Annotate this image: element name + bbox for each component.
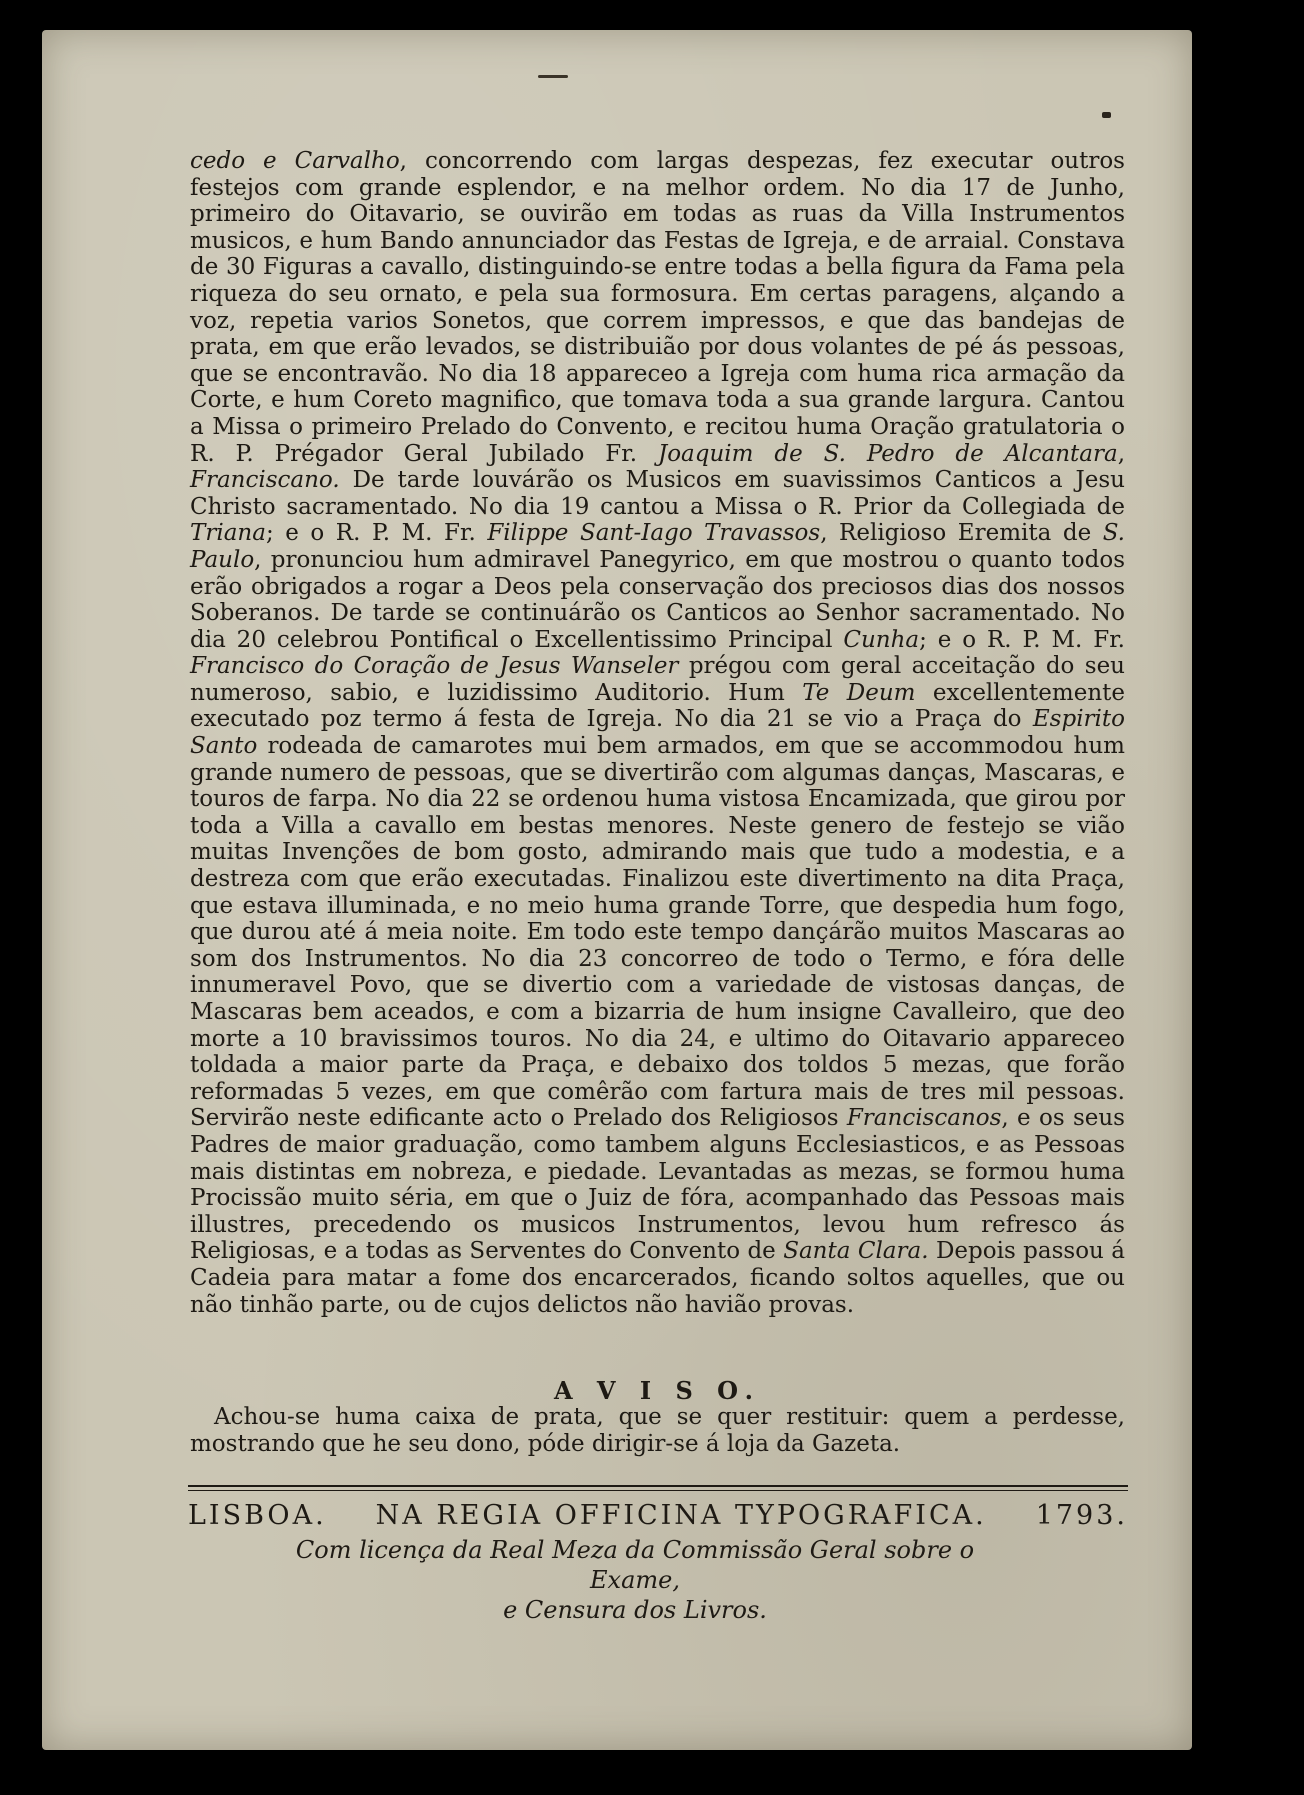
text-run: , pronunciou hum admiravel Panegyrico, em que mostrou o quanto todos erão obrigados a rogar a Deos pela conservação dos preciosos dias dos nossos Soberanos. De tarde se continuárão os Canticos ao Senhor sacramentado. No dia 20 celebrou Pontifical o Excellentissimo Principal — [190, 546, 1125, 653]
text-run: prégou com geral acceitação do seu numeroso, sabio, e luzidissimo Auditorio. Hum — [190, 653, 1125, 706]
notice-heading: A V I S O. — [553, 1376, 762, 1405]
text-run: , Religioso Eremita de — [820, 520, 1103, 547]
text-run: De tarde louvárão os Musicos em suavissimos Canticos a Jesu Christo sacramentado. No dia 19 cantou a Missa o R. Prior da Collegiada de — [190, 467, 1125, 520]
licence-line-1: Com licença da Real Meza da Commissão Geral sobre o Exame, — [295, 1536, 975, 1594]
italic-run: Te Deum — [802, 679, 916, 706]
italic-run: Cunha — [843, 626, 920, 653]
notice-text: Achou-se huma caixa de prata, que se quer restituir: quem a perdesse, mostrando que he seu dono, póde dirigir-se á loja da Gazeta. — [190, 1404, 1125, 1457]
licence-line-2: e Censura dos Livros. — [503, 1596, 767, 1624]
italic-run: Joaquim de S. Pedro de Alcantara — [657, 440, 1118, 467]
footer-rule — [188, 1485, 1128, 1487]
italic-run: Santa Clara. — [783, 1238, 929, 1265]
text-run: , e os seus Padres de maior graduação, como tambem alguns Ecclesiasticos, e as Pessoas mais distintas em nobreza, e piedade. Levantadas as mezas, se formou huma Procissão muito séria, em que o Juiz de fóra, acompanhado das Pessoas mais illustres, precedendo os musicos Instrumentos, levou hum refresco ás Religiosas, e a todas as Serventes do Convento de — [190, 1105, 1125, 1265]
licence-statement — [250, 1535, 1020, 1625]
article-body — [190, 148, 1125, 1318]
italic-run: Franciscanos — [846, 1105, 1002, 1132]
text-run: rodeada de camarotes mui bem armados, em que se accommodou hum grande numero de pessoas, que se divertirão com algumas danças, Mascaras, e touros de farpa. No dia 22 se ordenou huma vistosa Encamizada, que girou por toda a Villa a cavallo em bestas menores. Neste genero de festejo se vião muitas Invenções de bom gosto, admirando mais que tudo a modestia, e a destreza com que erão executadas. Finalizou este divertimento na dita Praça, que estava illuminada, e no meio huma grande Torre, que despedia hum fogo, que durou até á meia noite. Em todo este tempo dançárão muitos Mascaras ao som dos Instrumentos. No dia 23 concorreo de todo o Termo, e fóra delle innumeravel Povo, que se divertio com a variedade de vistosas danças, de Mascaras bem aceados, e com a bizarria de hum insigne Cavalleiro, que deo morte a 10 bravissimos touros. No dia 24, e ultimo do Oitavario appareceo toldada a maior parte da Praça, e debaixo dos toldos 5 mezas, que forão reformadas 5 vezes, em que comêrão com fartura mais de tres mil pessoas. Servirão neste edificante acto o Prelado dos Religiosos — [190, 733, 1125, 1132]
italic-run: cedo e Carvalho — [190, 148, 400, 174]
text-run: , — [1117, 440, 1125, 467]
italic-run: S. Paulo — [190, 520, 1125, 573]
text-run: excellentemente executado poz termo á festa de Igreja. No dia 21 se vio a Praça do — [190, 679, 1126, 733]
italic-run: Triana — [190, 520, 266, 547]
imprint-year: 1793. — [1035, 1500, 1128, 1531]
text-run: ; e o R. P. M. Fr. — [919, 626, 1125, 653]
text-run: ; e o R. P. M. Fr. — [265, 520, 488, 547]
imprint-place: LISBOA. — [188, 1500, 327, 1531]
italic-run: Filippe Sant-Iago Travassos — [487, 520, 821, 547]
ink-mark — [1102, 112, 1111, 118]
imprint-line — [188, 1500, 1128, 1531]
page-ornament-dash — [538, 75, 568, 78]
italic-run: Espirito Santo — [190, 706, 1125, 760]
text-run: , concorrendo com largas despezas, fez executar outros festejos com grande esplendor, e na melhor ordem. No dia 17 de Junho, primeiro do Oitavario, se ouvirão em todas as ruas da Villa Instrumentos musicos, e hum Bando annunciador das Festas de Igreja, e de arraial. Constava de 30 Figuras a cavallo, distinguindo-se entre todas a bella figura da Fama pela riqueza do seu ornato, e pela sua formosura. Em certas paragens, alçando a voz, repetia varios Sonetos, que correm impressos, e que das bandejas de prata, em que erão levados, se distribuião por dous volantes de pé ás pessoas, que se encontravão. No dia 18 appareceo a Igreja com huma rica armação da Corte, e hum Coreto magnifico, que tomava toda a sua grande largura. Cantou a Missa o primeiro Prelado do Convento, e recitou huma Oração gratulatoria o R. P. Prégador Geral Jubilado Fr. — [190, 148, 1125, 467]
italic-run: Francisco do Coração de Jesus Wanseler — [190, 653, 679, 680]
italic-run: Franciscano. — [190, 467, 340, 494]
text-run: Depois passou á Cadeia para matar a fome dos encarcerados, ficando soltos aquelles, que ou não tinhão parte, ou de cujos delictos não havião provas. — [190, 1238, 1125, 1318]
imprint-press: NA REGIA OFFICINA TYPOGRAFICA. — [375, 1500, 987, 1531]
